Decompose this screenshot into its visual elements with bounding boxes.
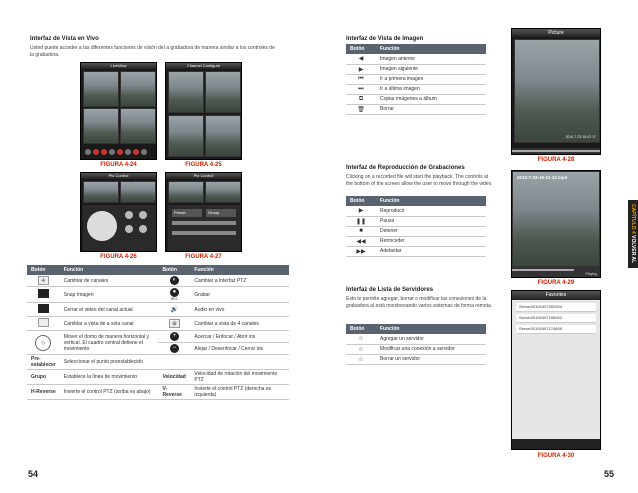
cell: Copiar imágenes a álbum: [376, 94, 486, 104]
camera-icon: [38, 289, 49, 298]
copy-icon: ⧉: [346, 94, 376, 104]
cell: Ir a primera imagen: [376, 74, 486, 84]
col-function: Función: [376, 44, 486, 54]
table-row: [27, 303, 289, 317]
channel-grid-icon: ✛: [38, 276, 49, 285]
zoom-out-icon: −: [170, 344, 179, 353]
table-row: [346, 216, 486, 226]
table-row: [346, 94, 486, 104]
edit-server-icon: ☆: [346, 344, 376, 354]
playback-intro: Clicking on a recorded file will start the playback. The controls at the bottom of the screen allow the user to move through the video.: [346, 174, 493, 187]
playback-heading: Interfaz de Reproducción de Grabaciones: [346, 165, 465, 171]
cell: Mover el domo de manera horizontal y vertical. El cuadro central detiene el movimiento: [60, 331, 159, 355]
cell: Ir a última imagen: [376, 84, 486, 94]
col-function: Función: [376, 196, 486, 206]
picture-view-heading: Interfaz de Vista de Imagen: [346, 36, 424, 42]
cell: Borrar un servidor: [376, 354, 486, 364]
liveview-title: LiveView: [81, 63, 156, 69]
table-row: [27, 331, 289, 343]
rec-label: REC: [170, 297, 179, 301]
col-button-2: Botón: [158, 265, 190, 275]
chapter-label: CAPÍTULO 4: [630, 204, 636, 235]
chapter-side-tab[interactable]: [620, 200, 638, 268]
favorites-title: Favorites: [512, 291, 600, 300]
table-row: [27, 385, 289, 400]
cell: Establece la línea de movimiento: [60, 370, 159, 385]
table-row: [346, 226, 486, 236]
playing-status: Playing: [585, 272, 597, 276]
col-button-1: Botón: [27, 265, 60, 275]
favorites-screenshot: [511, 290, 601, 450]
server-list-table: [346, 324, 486, 365]
cell: Velocidad de rotación del movimiento PTZ: [190, 370, 289, 385]
audio-icon: 🔊: [158, 303, 190, 317]
table-row: [27, 317, 289, 331]
col-function-1: Función: [60, 265, 159, 275]
cell: Cambiar de canales: [60, 275, 159, 287]
delete-server-icon: ☆: [346, 354, 376, 364]
server-list-intro: Esto le permite agregar, borrar o modificar las conexiones de la grabadora al está monitoreando varios sistemas de forma remota.: [346, 296, 493, 309]
record-icon: ●: [170, 288, 179, 297]
cell: Borrar: [376, 104, 486, 114]
back-to-manual-label: VOLVER AL MANUAL: [620, 223, 636, 264]
ptz-title-2: Ptz Control: [166, 173, 241, 179]
table-row: [346, 64, 486, 74]
zoom-in-icon: +: [170, 332, 179, 341]
channel-title: Channel Configure: [166, 63, 241, 69]
cell: H-Reverse: [27, 385, 60, 400]
cell: Acercar / Enfocar / Abrir iris: [190, 331, 289, 343]
playback-screenshot: [511, 170, 601, 278]
table-row: [27, 275, 289, 287]
add-server-icon: ☆: [346, 334, 376, 344]
figure-4-27-caption: FIGURA 4-27: [185, 254, 222, 260]
figure-4-24-caption: FIGURA 4-24: [100, 162, 137, 168]
playback-table: [346, 196, 486, 257]
table-row: [27, 287, 289, 303]
col-button: Botón: [346, 196, 376, 206]
stop-icon: ■: [346, 226, 376, 236]
cell: Modificar una conexión a servidor: [376, 344, 486, 354]
close-video-icon: [38, 304, 49, 313]
cell: Adelantar: [376, 246, 486, 256]
ptz-icon: ◐: [170, 276, 179, 285]
last-icon: ⏭: [346, 84, 376, 94]
cell: [158, 355, 190, 370]
cell: Audio en vivo: [190, 303, 289, 317]
table-row: [346, 236, 486, 246]
cell: Agregar un servidor: [376, 334, 486, 344]
picture-title: Picture: [512, 29, 600, 37]
cell: Imagen anterior: [376, 54, 486, 64]
previous-icon: ◀: [346, 54, 376, 64]
cell: Detener: [376, 226, 486, 236]
ptz-control-screenshot-2: [165, 172, 242, 252]
page-number-left: 54: [28, 469, 39, 479]
table-row: [346, 354, 486, 364]
cell: Pre-establecer: [27, 355, 60, 370]
table-row: [27, 370, 289, 385]
first-icon: ⏮: [346, 74, 376, 84]
pause-icon: ❚❚: [346, 216, 376, 226]
channel-configure-screenshot: [165, 62, 242, 160]
picture-timestamp: 2010-7-23 16:47:17: [565, 135, 596, 139]
figure-4-25-caption: FIGURA 4-25: [185, 162, 222, 168]
cell: Imagen siguiente: [376, 64, 486, 74]
cell: [190, 355, 289, 370]
cell: Alejar / Desenfocar / Cerrar iris: [190, 343, 289, 355]
cell: Grabar: [190, 287, 289, 303]
table-row: [346, 74, 486, 84]
table-row: [346, 104, 486, 114]
figure-4-30-caption: FIGURA 4-30: [537, 453, 575, 459]
col-function: Función: [376, 324, 486, 334]
play-icon: ▶: [346, 206, 376, 216]
picture-screenshot: [511, 28, 601, 155]
right-page: [319, 0, 638, 493]
col-button: Botón: [346, 324, 376, 334]
cell: Grupo: [27, 370, 60, 385]
cell: Reproducir: [376, 206, 486, 216]
page-number-right: 55: [603, 469, 614, 479]
cell: Cambiar a vista de a sola canal: [60, 317, 159, 331]
cell: Invierte el control PTZ (derecha es izquierda): [190, 385, 289, 400]
fast-forward-icon: ▶▶: [346, 246, 376, 256]
live-view-button-table: [27, 265, 289, 400]
cell: Seleccionar el punto preestablecido: [60, 355, 159, 370]
server-item: Server20100407155052: [516, 314, 596, 323]
group-label: Group: [206, 209, 236, 217]
server-list-heading: Interfaz de Lista de Servidores: [346, 287, 434, 293]
table-row: [346, 334, 486, 344]
table-row: [346, 84, 486, 94]
playback-timestamp: 2010-7-23-16-11-12.mp4: [517, 175, 568, 180]
server-item: Server20100407092904: [516, 303, 596, 312]
table-row: [346, 246, 486, 256]
figure-4-28-caption: FIGURA 4-28: [537, 157, 575, 163]
liveview-screenshot: [80, 62, 157, 160]
cell: Velocidad: [158, 370, 190, 385]
ptz-title: Ptz Control: [81, 173, 156, 179]
figure-4-29-caption: FIGURA 4-29: [537, 280, 575, 286]
dome-joystick-icon: ◇: [35, 335, 51, 351]
table-row: [346, 344, 486, 354]
server-item: Server20100407174805: [516, 325, 596, 334]
picture-view-table: [346, 44, 486, 115]
table-row: [346, 206, 486, 216]
col-button: Botón: [346, 44, 376, 54]
cell: Retroceder: [376, 236, 486, 246]
rewind-icon: ◀◀: [346, 236, 376, 246]
col-function-2: Función: [190, 265, 289, 275]
live-view-intro: Usted puede acceder a las diferentes funciones de visión del a grabadora de manera similar a los controles de la grabadora.: [30, 45, 275, 58]
cell: Cambiar a vista de 4 canales: [190, 317, 289, 331]
quad-view-icon: ⊞: [169, 319, 180, 328]
figure-4-26-caption: FIGURA 4-26: [100, 254, 137, 260]
cell: Snap Imagen: [60, 287, 159, 303]
cell: Pausa: [376, 216, 486, 226]
ptz-control-screenshot: [80, 172, 157, 252]
single-view-icon: [38, 318, 49, 327]
trash-icon: 🗑: [346, 104, 376, 114]
cell: Cambiar a Interfaz PTZ: [190, 275, 289, 287]
table-row: [27, 355, 289, 370]
table-row: [346, 54, 486, 64]
cell: V-Reverse: [158, 385, 190, 400]
live-view-heading: Interfaz de Vista en Vivo: [30, 36, 99, 42]
cell: Cerrar el video del canal actual: [60, 303, 159, 317]
cell: Invierte el control PTZ (arriba es abajo): [60, 385, 159, 400]
next-icon: ▶: [346, 64, 376, 74]
preset-label: Preset: [172, 209, 202, 217]
